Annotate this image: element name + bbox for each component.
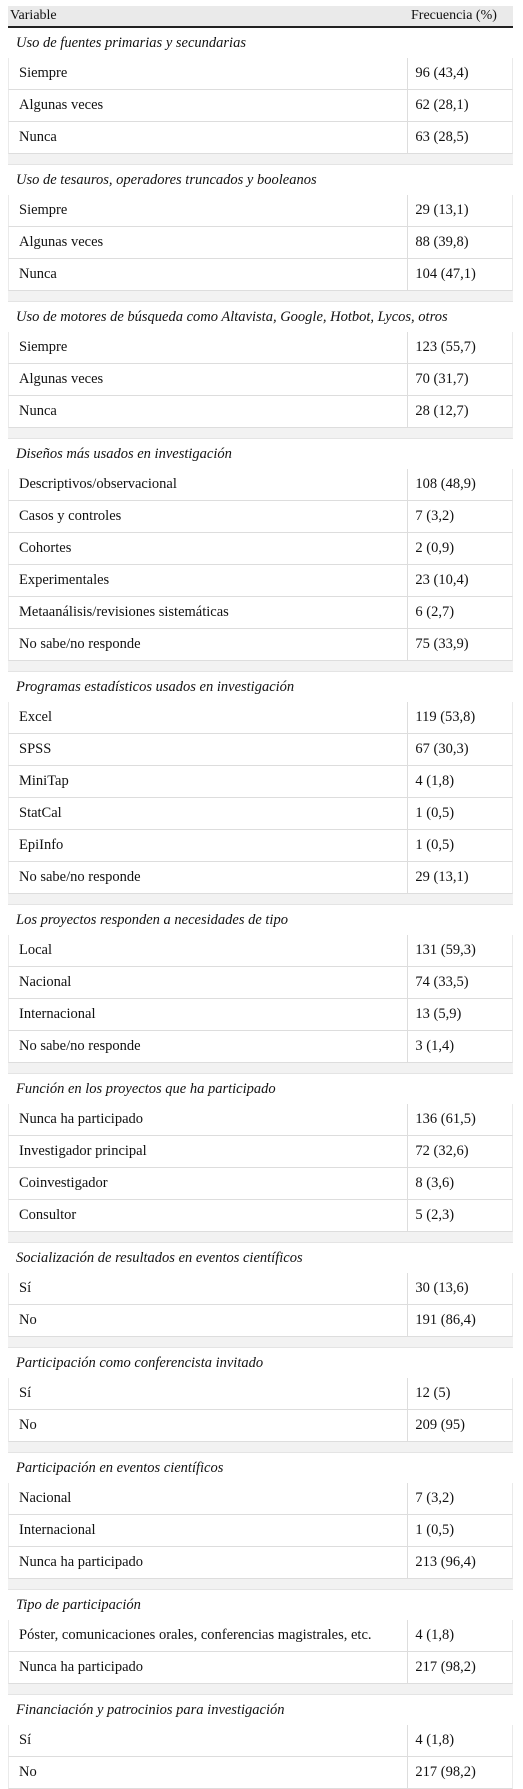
row-label: MiniTap (19, 773, 69, 789)
frequency-table (8, 6, 513, 1789)
row-value: 217 (98,2) (407, 1757, 512, 1788)
table-row (8, 1725, 513, 1757)
row-label: Siempre (19, 65, 68, 81)
table-row (8, 1136, 513, 1168)
section-title: Tipo de participación (8, 1590, 513, 1620)
table-row (8, 195, 513, 227)
table-row (8, 1410, 513, 1442)
row-label: SPSS (19, 741, 52, 757)
section-title: Programas estadísticos usados en investigación (8, 672, 513, 702)
row-label: Nunca ha participado (19, 1554, 144, 1570)
table-row (8, 565, 513, 597)
row-value: 67 (30,3) (407, 734, 512, 765)
row-label: Consultor (19, 1207, 77, 1223)
table-row (8, 1104, 513, 1136)
row-value: 119 (53,8) (407, 702, 512, 733)
table-row (8, 259, 513, 291)
row-value: 108 (48,9) (407, 469, 512, 500)
table-row (8, 1168, 513, 1200)
row-value: 4 (1,8) (407, 1620, 512, 1651)
table-row (8, 999, 513, 1031)
row-value: 74 (33,5) (407, 967, 512, 998)
section-separator (8, 661, 513, 672)
row-value: 12 (5) (407, 1378, 512, 1409)
table-row (8, 122, 513, 154)
table-row (8, 766, 513, 798)
section-title: Participación en eventos científicos (8, 1453, 513, 1483)
row-label: Nunca (19, 266, 57, 282)
table-row (8, 58, 513, 90)
row-value: 8 (3,6) (407, 1168, 512, 1199)
row-label: Nacional (19, 974, 72, 990)
table-row (8, 1515, 513, 1547)
section-separator (8, 291, 513, 302)
row-value: 6 (2,7) (407, 597, 512, 628)
table-row (8, 830, 513, 862)
row-value: 70 (31,7) (407, 364, 512, 395)
table-row (8, 597, 513, 629)
table-row (8, 702, 513, 734)
row-value: 213 (96,4) (407, 1547, 512, 1578)
table-row (8, 798, 513, 830)
section-separator (8, 428, 513, 439)
row-value: 7 (3,2) (407, 1483, 512, 1514)
section-separator (8, 1684, 513, 1695)
row-label: No (19, 1764, 37, 1780)
table-row (8, 227, 513, 259)
row-value: 30 (13,6) (407, 1273, 512, 1304)
header-frecuencia: Frecuencia (%) (411, 8, 497, 23)
row-label: No (19, 1312, 37, 1328)
section-separator (8, 154, 513, 165)
row-value: 1 (0,5) (407, 1515, 512, 1546)
row-value: 7 (3,2) (407, 501, 512, 532)
row-value: 96 (43,4) (407, 58, 512, 89)
row-label: Investigador principal (19, 1143, 147, 1159)
row-value: 63 (28,5) (407, 122, 512, 153)
row-value: 136 (61,5) (407, 1104, 512, 1135)
table-row (8, 1620, 513, 1652)
row-value: 1 (0,5) (407, 830, 512, 861)
table-row (8, 1547, 513, 1579)
row-label: Casos y controles (19, 508, 122, 524)
section-separator (8, 1442, 513, 1453)
table-row (8, 1200, 513, 1232)
row-value: 23 (10,4) (407, 565, 512, 596)
row-label: Algunas veces (19, 97, 104, 113)
table-row (8, 1031, 513, 1063)
row-value: 62 (28,1) (407, 90, 512, 121)
row-label: Nunca (19, 403, 57, 419)
section-title: Los proyectos responden a necesidades de tipo (8, 905, 513, 935)
row-value: 75 (33,9) (407, 629, 512, 660)
row-label: Nunca ha participado (19, 1659, 144, 1675)
table-row (8, 935, 513, 967)
row-label: No sabe/no responde (19, 1038, 141, 1054)
section-separator (8, 894, 513, 905)
row-label: Cohortes (19, 540, 72, 556)
table-row (8, 734, 513, 766)
table-row (8, 1378, 513, 1410)
section-separator (8, 1063, 513, 1074)
row-value: 191 (86,4) (407, 1305, 512, 1336)
table-row (8, 1757, 513, 1789)
row-label: Local (19, 942, 53, 958)
row-label: Nunca ha participado (19, 1111, 144, 1127)
row-label: Sí (19, 1385, 32, 1401)
row-value: 123 (55,7) (407, 332, 512, 363)
row-label: Algunas veces (19, 371, 104, 387)
row-label: Sí (19, 1280, 32, 1296)
section-title: Uso de fuentes primarias y secundarias (8, 28, 513, 58)
section-title: Uso de tesauros, operadores truncados y booleanos (8, 165, 513, 195)
row-label: Internacional (19, 1522, 96, 1538)
row-value: 3 (1,4) (407, 1031, 512, 1062)
row-value: 88 (39,8) (407, 227, 512, 258)
row-value: 104 (47,1) (407, 259, 512, 290)
row-label: No sabe/no responde (19, 869, 141, 885)
table-row (8, 862, 513, 894)
table-body (8, 28, 513, 1789)
row-value: 209 (95) (407, 1410, 512, 1441)
row-label: No (19, 1417, 37, 1433)
table-row (8, 364, 513, 396)
row-label: StatCal (19, 805, 62, 821)
row-label: Metaanálisis/revisiones sistemáticas (19, 604, 229, 620)
row-value: 217 (98,2) (407, 1652, 512, 1683)
row-value: 28 (12,7) (407, 396, 512, 427)
row-label: Excel (19, 709, 53, 725)
row-label: Experimentales (19, 572, 110, 588)
row-label: No sabe/no responde (19, 636, 141, 652)
row-label: Coinvestigador (19, 1175, 108, 1191)
row-value: 5 (2,3) (407, 1200, 512, 1231)
row-label: Algunas veces (19, 234, 104, 250)
table-row (8, 967, 513, 999)
table-header (8, 6, 513, 28)
row-label: Póster, comunicaciones orales, conferencias magistrales, etc. (19, 1627, 372, 1643)
table-row (8, 629, 513, 661)
section-title: Financiación y patrocinios para investigación (8, 1695, 513, 1725)
table-row (8, 469, 513, 501)
row-value: 4 (1,8) (407, 766, 512, 797)
row-label: Nacional (19, 1490, 72, 1506)
section-title: Función en los proyectos que ha participado (8, 1074, 513, 1104)
table-row (8, 533, 513, 565)
row-label: Nunca (19, 129, 57, 145)
row-value: 1 (0,5) (407, 798, 512, 829)
table-row (8, 332, 513, 364)
table-row (8, 1483, 513, 1515)
row-label: Descriptivos/observacional (19, 476, 177, 492)
row-value: 131 (59,3) (407, 935, 512, 966)
section-separator (8, 1579, 513, 1590)
table-row (8, 1652, 513, 1684)
section-separator (8, 1337, 513, 1348)
section-title: Participación como conferencista invitado (8, 1348, 513, 1378)
section-separator (8, 1232, 513, 1243)
row-value: 29 (13,1) (407, 862, 512, 893)
row-value: 72 (32,6) (407, 1136, 512, 1167)
header-variable: Variable (10, 8, 57, 23)
row-label: EpiInfo (19, 837, 64, 853)
section-title: Uso de motores de búsqueda como Altavista, Google, Hotbot, Lycos, otros (8, 302, 513, 332)
table-row (8, 1273, 513, 1305)
row-value: 2 (0,9) (407, 533, 512, 564)
section-title: Socialización de resultados en eventos científicos (8, 1243, 513, 1273)
table-row (8, 501, 513, 533)
section-title: Diseños más usados en investigación (8, 439, 513, 469)
table-row (8, 396, 513, 428)
row-label: Sí (19, 1732, 32, 1748)
table-row (8, 1305, 513, 1337)
row-value: 4 (1,8) (407, 1725, 512, 1756)
table-row (8, 90, 513, 122)
row-value: 13 (5,9) (407, 999, 512, 1030)
row-label: Siempre (19, 339, 68, 355)
row-label: Siempre (19, 202, 68, 218)
row-label: Internacional (19, 1006, 96, 1022)
row-value: 29 (13,1) (407, 195, 512, 226)
